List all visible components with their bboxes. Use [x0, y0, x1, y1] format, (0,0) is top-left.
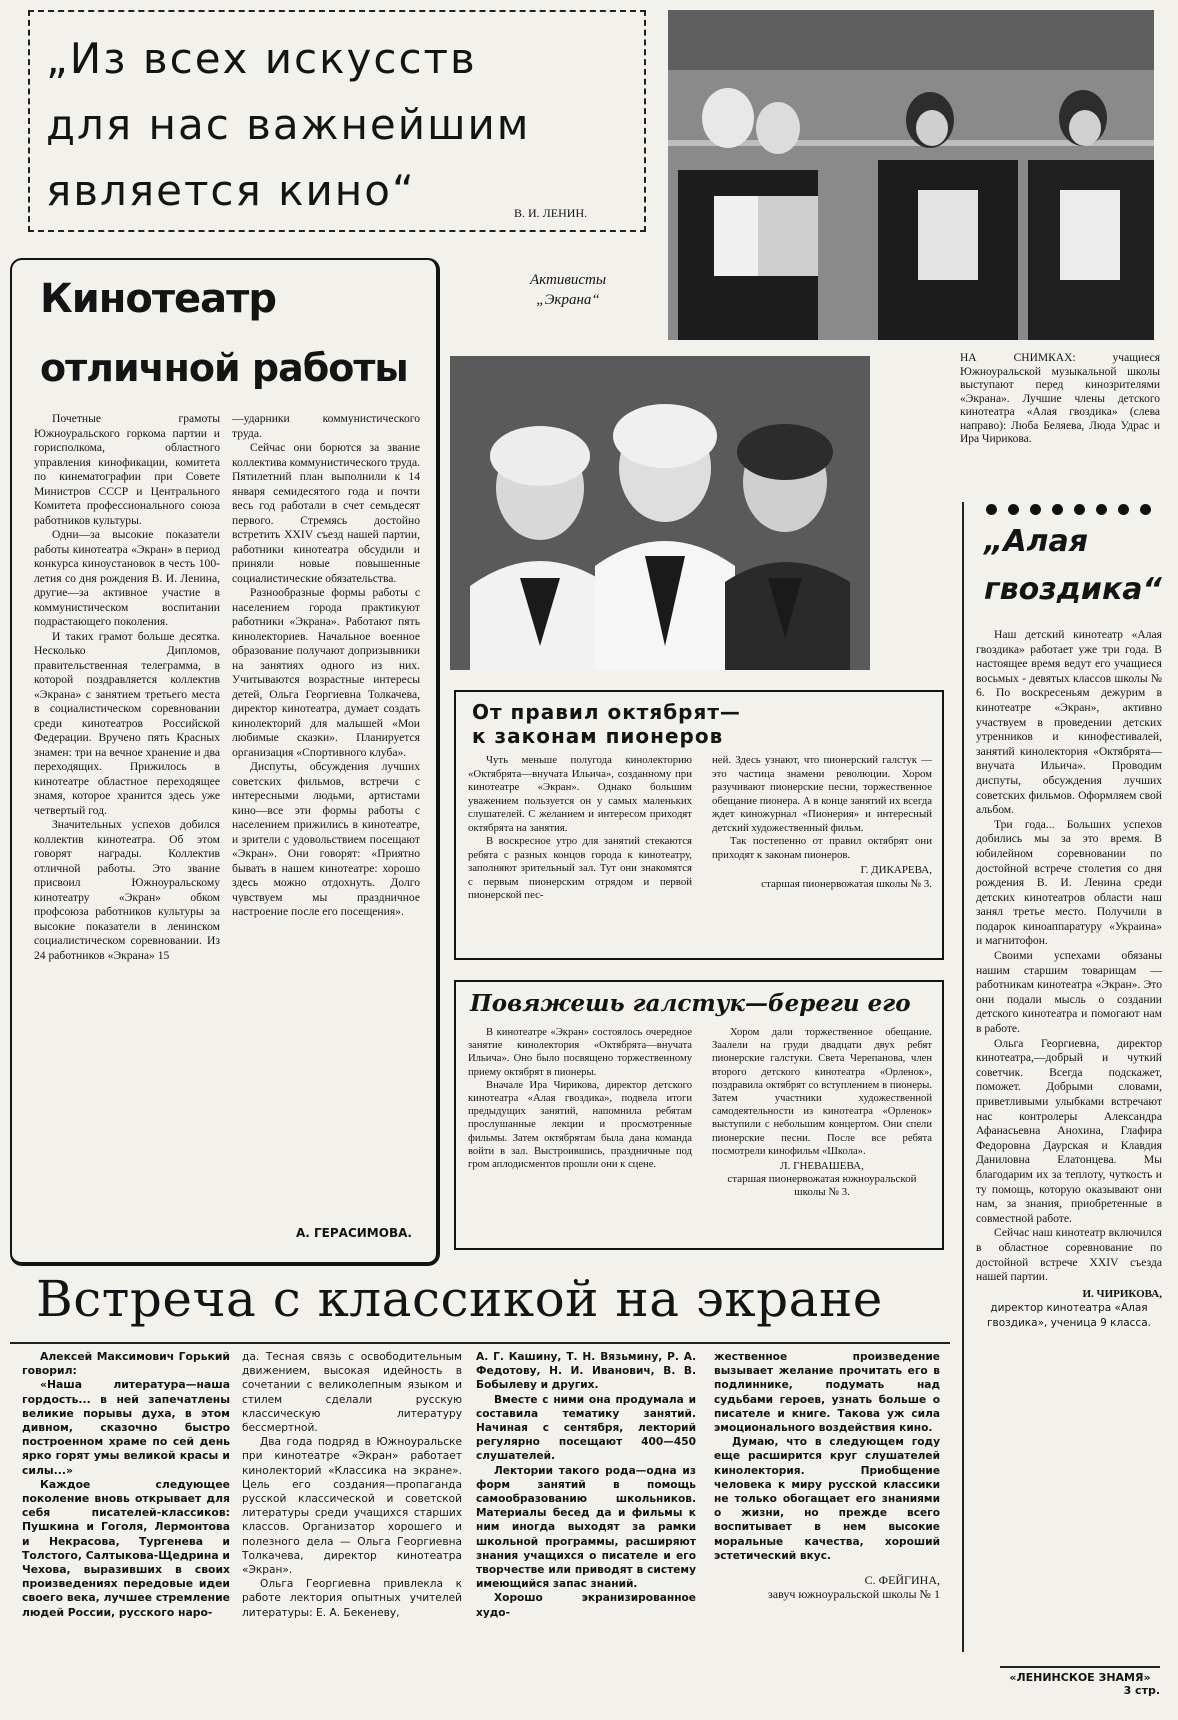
- lenin-quote-box: [28, 10, 646, 232]
- article5-rule: [10, 1342, 950, 1344]
- article4-paragraph: Ольга Георгиевна, директор кинотеатра,—добрый и чуткий советчик. Всегда подскажет, поможет. Добрыми словами, приветливыми улыбками встречают нас контролеры Александра Афанасьевна Анохина, Глафира Федоровна Даурская и Клавдия Даниловна Елатонцева. Мы благодарим их за теплоту, чуткость и ту помощь, которую оказывают они нам, за знания, приобретенные в совместной работе.: [976, 1036, 1162, 1225]
- photo-top-caption-line-2: „Экрана“: [536, 292, 600, 308]
- article2-signature: Г. ДИКАРЕВА,: [860, 864, 932, 876]
- article3-title: Повяжешь галстук—береги его: [470, 990, 911, 1017]
- article2-paragraph: В воскресное утро для занятий стекаются ребята с разных концов города к кинотеатру, заполняют зрительный зал. Тут они знакомятся с первым пионерским отрядом и первой пионерской пес-: [468, 835, 692, 901]
- photo-girls-image: [450, 356, 870, 670]
- article4-rule: [962, 502, 964, 1652]
- quote-line-3: является кино“: [46, 166, 416, 215]
- article1-column-2: [232, 412, 420, 1218]
- article5-column-2: [242, 1350, 462, 1718]
- photo-side-caption: НА СНИМКАХ: учащиеся Южноуральской музыкальной школы выступают перед кинозрителями «Экрана». Лучшие члены детского кинотеатра «Алая гвоздика» (слева направо): Люба Беляева, Люда Удрас и Ира Чирикова.: [960, 352, 1160, 445]
- article5-paragraph: Два года подряд в Южноуральске при кинотеатре «Экран» работает кинолекторий «Классика на экране». Цель его создания—пропаганда русской классической и советской литературы среди учащихся старших классов. Организатор хорошего и полезного дела — Ольга Георгиевна Толкачева, директор кинотеатра «Экран».: [242, 1436, 462, 1577]
- article4-paragraph: Сейчас наш кинотеатр включился в областное соревнование по достойной встрече XXIV съезда нашей партии.: [976, 1226, 1162, 1284]
- article5-column-4: [714, 1350, 940, 1718]
- article3-paragraph: Хором дали торжественное обещание. Заалели на груди двадцати двух ребят пионерские галстуки. Света Черепанова, член второго детского кинотеатра «Орленок», поздравила октябрят со вступлением в пионеры. Затем участники художественной самодеятельности из кинотеатра «Орленок» выступили с небольшим концертом. Они спели пионерские песни. После все ребята посмотрели кинофильм «Школа».: [712, 1027, 932, 1157]
- photo-top-caption: [498, 270, 638, 310]
- article1-column-1: [34, 412, 220, 1244]
- article4-paragraph: Три года... Больших успехов добились мы за это время. В юбилейном соревновании по достойной встрече столетия со дня рождения В. И. Ленина среди детских кинотеатров области наш занял третье место. Получили в подарок киноаппаратуру «Украина» и магнитофон.: [976, 817, 1162, 948]
- article3-signature: Л. ГНЕВАШЕВА,: [780, 1160, 864, 1173]
- article3-signature-role: старшая пионервожатая южноуральской школы № 3.: [727, 1173, 917, 1199]
- article1-paragraph: Разнообразные формы работы с населением города практикуют работники «Экрана». Работают пять кинолекториев. Начальное военное образование получают допризывники на занятиях одного из них. Учитываются возрастные интересы детей, Ольга Георгиевна Толкачева, директор кинотеатра, думает создать кинолекторий для малышей «Мои любимые сказки». Планируется организация «Спортивного клуба».: [232, 586, 420, 759]
- article1-title-2: отличной работы: [40, 346, 408, 390]
- quote-line-1: „Из всех искусств: [46, 34, 477, 83]
- article1-signature: А. ГЕРАСИМОВА.: [296, 1226, 412, 1240]
- article1-paragraph: И таких грамот больше десятка. Несколько Дипломов, правительственная телеграмма, в которой поздравляется коллектив «Экрана» с занятием третьего места в социалистическом соревновании среди кинотеатров Российской Федерации. Вручено пять Красных знамен: три на вечное хранение и два переходящих. Прижилось в кинотеатре областное переходящее знамя, которое хранится здесь уже четвертый год.: [34, 629, 220, 817]
- article2-signature-role: старшая пионервожатая школы № 3.: [761, 877, 932, 890]
- article5-paragraph: да. Тесная связь с освободительным движением, высокая идейность в сочетании с великолепным языком и стилем сделали русскую классическую литературу бессмертной.: [242, 1351, 462, 1435]
- article2-column-2: [712, 754, 932, 954]
- article1-paragraph: Диспуты, обсуждения лучших советских фильмов, встречи с интересными людьми, артистами кино—все эти формы работы с населением прижились в кинотеатре, и зрители с удовольствием посещают «Экран». Они говорят: «Приятно бывать в нашем кинотеатре: хорошо здесь можно отдохнуть. Долго чувствуем мы праздничное настроение после его посещения».: [232, 760, 420, 918]
- article4-signature-role: директор кинотеатра «Алая гвоздика», ученица 9 класса.: [987, 1302, 1151, 1329]
- article4-column: [976, 628, 1162, 1618]
- footer-paper-name: [1000, 1666, 1160, 1697]
- article5-signature-role: завуч южноуральской школы № 1: [768, 1587, 940, 1602]
- article3-column-1: [468, 1026, 692, 1246]
- photo-accordion-image: [668, 10, 1154, 340]
- article2-column-1: [468, 754, 692, 954]
- article1-paragraph: Значительных успехов добился коллектив кинотеатра. Об этом говорят награды. Коллектив отличной работы. Это звание присвоил Южноуральскому кинотеатру «Экран» обком профсоюза работников культуры за высокие показатели в ленинском социалистическом соревновании. Из 24 работников «Экрана» 15: [34, 818, 220, 962]
- dots-divider: [986, 500, 1162, 519]
- article4-paragraph: Наш детский кинотеатр «Алая гвоздика» работает уже три года. В настоящее время ведут его учащиеся восьмых - девятых классов школы № 6. По воскресеньям дежурим в кинотеатре «Экран», активно участвуем в проведении детских утренников и кинофестивалей, занятий кинолектория «Октябрята—внучата Ильича». Проводим диспуты, обсуждения лучших советских фильмов. Оформляем свой альбом.: [976, 628, 1162, 817]
- article5-signature: С. ФЕЙГИНА,: [864, 1573, 940, 1588]
- photo-accordion-students: [668, 10, 1154, 340]
- quote-line-2: для нас важнейшим: [46, 100, 531, 149]
- photo-top-caption-line-1: Активисты: [530, 272, 606, 288]
- article5-title: Встреча с классикой на экране: [36, 1270, 883, 1328]
- article2-title-1: От правил октябрят—: [472, 700, 741, 724]
- article5-paragraph: Алексей Максимович Горький говорил:: [22, 1350, 230, 1378]
- article5-paragraph: Лектории такого рода—одна из форм занятий в помощь самообразованию школьников. Материалы бесед да и фильмы к ним иногда выходят за рамки школьной программы, расширяют знания учащихся о писателе и его творчестве или приводят в систему имеющийся запас знаний.: [476, 1464, 696, 1591]
- article4-title-1: „Алая: [984, 524, 1089, 559]
- article1-paragraph: —ударники коммунистического труда.: [232, 412, 420, 440]
- article5-paragraph: «Наша литература—наша гордость... в ней запечатлены великие порывы духа, в этом дивном, сказочно быстро построенном храме по сей день ярко горят умы великой красы и силы...»: [22, 1378, 230, 1477]
- article4-paragraph: Своими успехами обязаны нашим старшим товарищам — работникам кинотеатра «Экран». Это они подали мысль о создании детского кинотеатра и помогают нам в работе.: [976, 949, 1162, 1036]
- article1-paragraph: Сейчас они борются за звание коллектива коммунистического труда. Пятилетний план выполнили к 14 января семидесятого года и почти весь год работали в счет семьдесят первого. Стремясь достойно встретить XXIV съезд нашей партии, работники кинотеатра обсудили и приняли новые повышенные социалистические обязательства.: [232, 441, 420, 585]
- article5-paragraph: жественное произведение вызывает желание прочитать его в подлиннике, подумать над судьбами героев, узнать больше о писателе и книге. Такова уж сила эмоционального воздействия кино.: [714, 1351, 940, 1435]
- footer-page: 3 стр.: [1123, 1684, 1160, 1697]
- article2-paragraph: Так постепенно от правил октябрят они приходят к законам пионеров.: [712, 835, 932, 861]
- article1-paragraph: Почетные грамоты Южноуральского горкома партии и горисполкома, областного управления кинофикации, комитета по кинематографии при Совете Министров СССР и Центрального Комитета профессионального союза работников культуры.: [34, 412, 220, 527]
- article2-title-2: к законам пионеров: [472, 724, 724, 748]
- article5-column-1: [22, 1350, 230, 1718]
- article3-paragraph: В кинотеатре «Экран» состоялось очередное занятие кинолектория «Октябрята—внучата Ильича». Оно было посвящено торжественному приему октябрят в пионеры.: [468, 1027, 692, 1078]
- article3-column-2: [712, 1026, 932, 1246]
- article3-paragraph: Вначале Ира Чирикова, директор детского кинотеатра «Алая гвоздика», подвела итоги предыдущих занятий, напомнила ребятам прослушанные лекции и просмотренные фильмы. Затем октябрятам была дана команда войти в зал. Выстроившись, праздничные под гром аплодисментов прошли они к сцене.: [468, 1079, 692, 1171]
- article2-paragraph: Чуть меньше полугода кинолекторию «Октябрята—внучата Ильича», созданному при кинотеатре «Экран». Однако большим уважением пользуется он у самых маленьких слушателей. С желанием и интересом приходят октябрята на занятия.: [468, 754, 692, 834]
- article5-paragraph: Каждое следующее поколение вновь открывает для себя писателей-классиков: Пушкина и Гоголя, Лермонтова и Некрасова, Тургенева и Толстого, Салтыкова-Щедрина и Чехова, выразивших в своих произведениях передовые идеи своего века, лучшее стремление людей России, русского наро-: [22, 1477, 230, 1619]
- article2-paragraph: ней. Здесь узнают, что пионерский галстук — это частица знамени революции. Хором разучивают пионерские песни, торжественное обещание пионера. А в конце занятий их всегда ждет киножурнал «Пионерия» и интересный детский художественный фильм.: [712, 754, 932, 834]
- article5-paragraph: А. Г. Кашину, Т. Н. Вязьмину, Р. А. Федотову, Н. И. Иванович, В. В. Бобылеву и других.: [476, 1351, 696, 1392]
- article4-title-2: гвоздика“: [984, 572, 1162, 607]
- article5-paragraph: Думаю, что в следующем году еще расширится круг слушателей кинолектория. Приобщение человека к миру русской классики не только обогащает его знаниями о жизни, но прежде всего воспитывает в нем высокие моральные качества, хороший эстетический вкус.: [714, 1436, 940, 1562]
- photo-three-girls: [450, 356, 870, 670]
- article5-column-3: [476, 1350, 696, 1718]
- article5-paragraph: Хорошо экранизированное худо-: [476, 1592, 696, 1619]
- article4-signature: И. ЧИРИКОВА,: [1082, 1287, 1162, 1300]
- quote-author: В. И. ЛЕНИН.: [514, 206, 588, 220]
- article5-paragraph: Ольга Георгиевна привлекла к работе лектория опытных учителей литературы: Е. А. Бекеневу,: [242, 1578, 462, 1619]
- article5-paragraph: Вместе с ними она продумала и составила тематику занятий. Начиная с сентября, лекторий регулярно посещают 400—450 слушателей.: [476, 1393, 696, 1463]
- footer-paper: «ЛЕНИНСКОЕ ЗНАМЯ»: [1009, 1671, 1151, 1684]
- article1-paragraph: Одни—за высокие показатели работы кинотеатра «Экран» в период конкурса киноустановок в честь 100-летия со дня рождения В. И. Ленина, другие—за активное участие в коммунистическом воспитании подрастающего поколения.: [34, 528, 220, 628]
- article1-title-1: Кинотеатр: [40, 276, 276, 322]
